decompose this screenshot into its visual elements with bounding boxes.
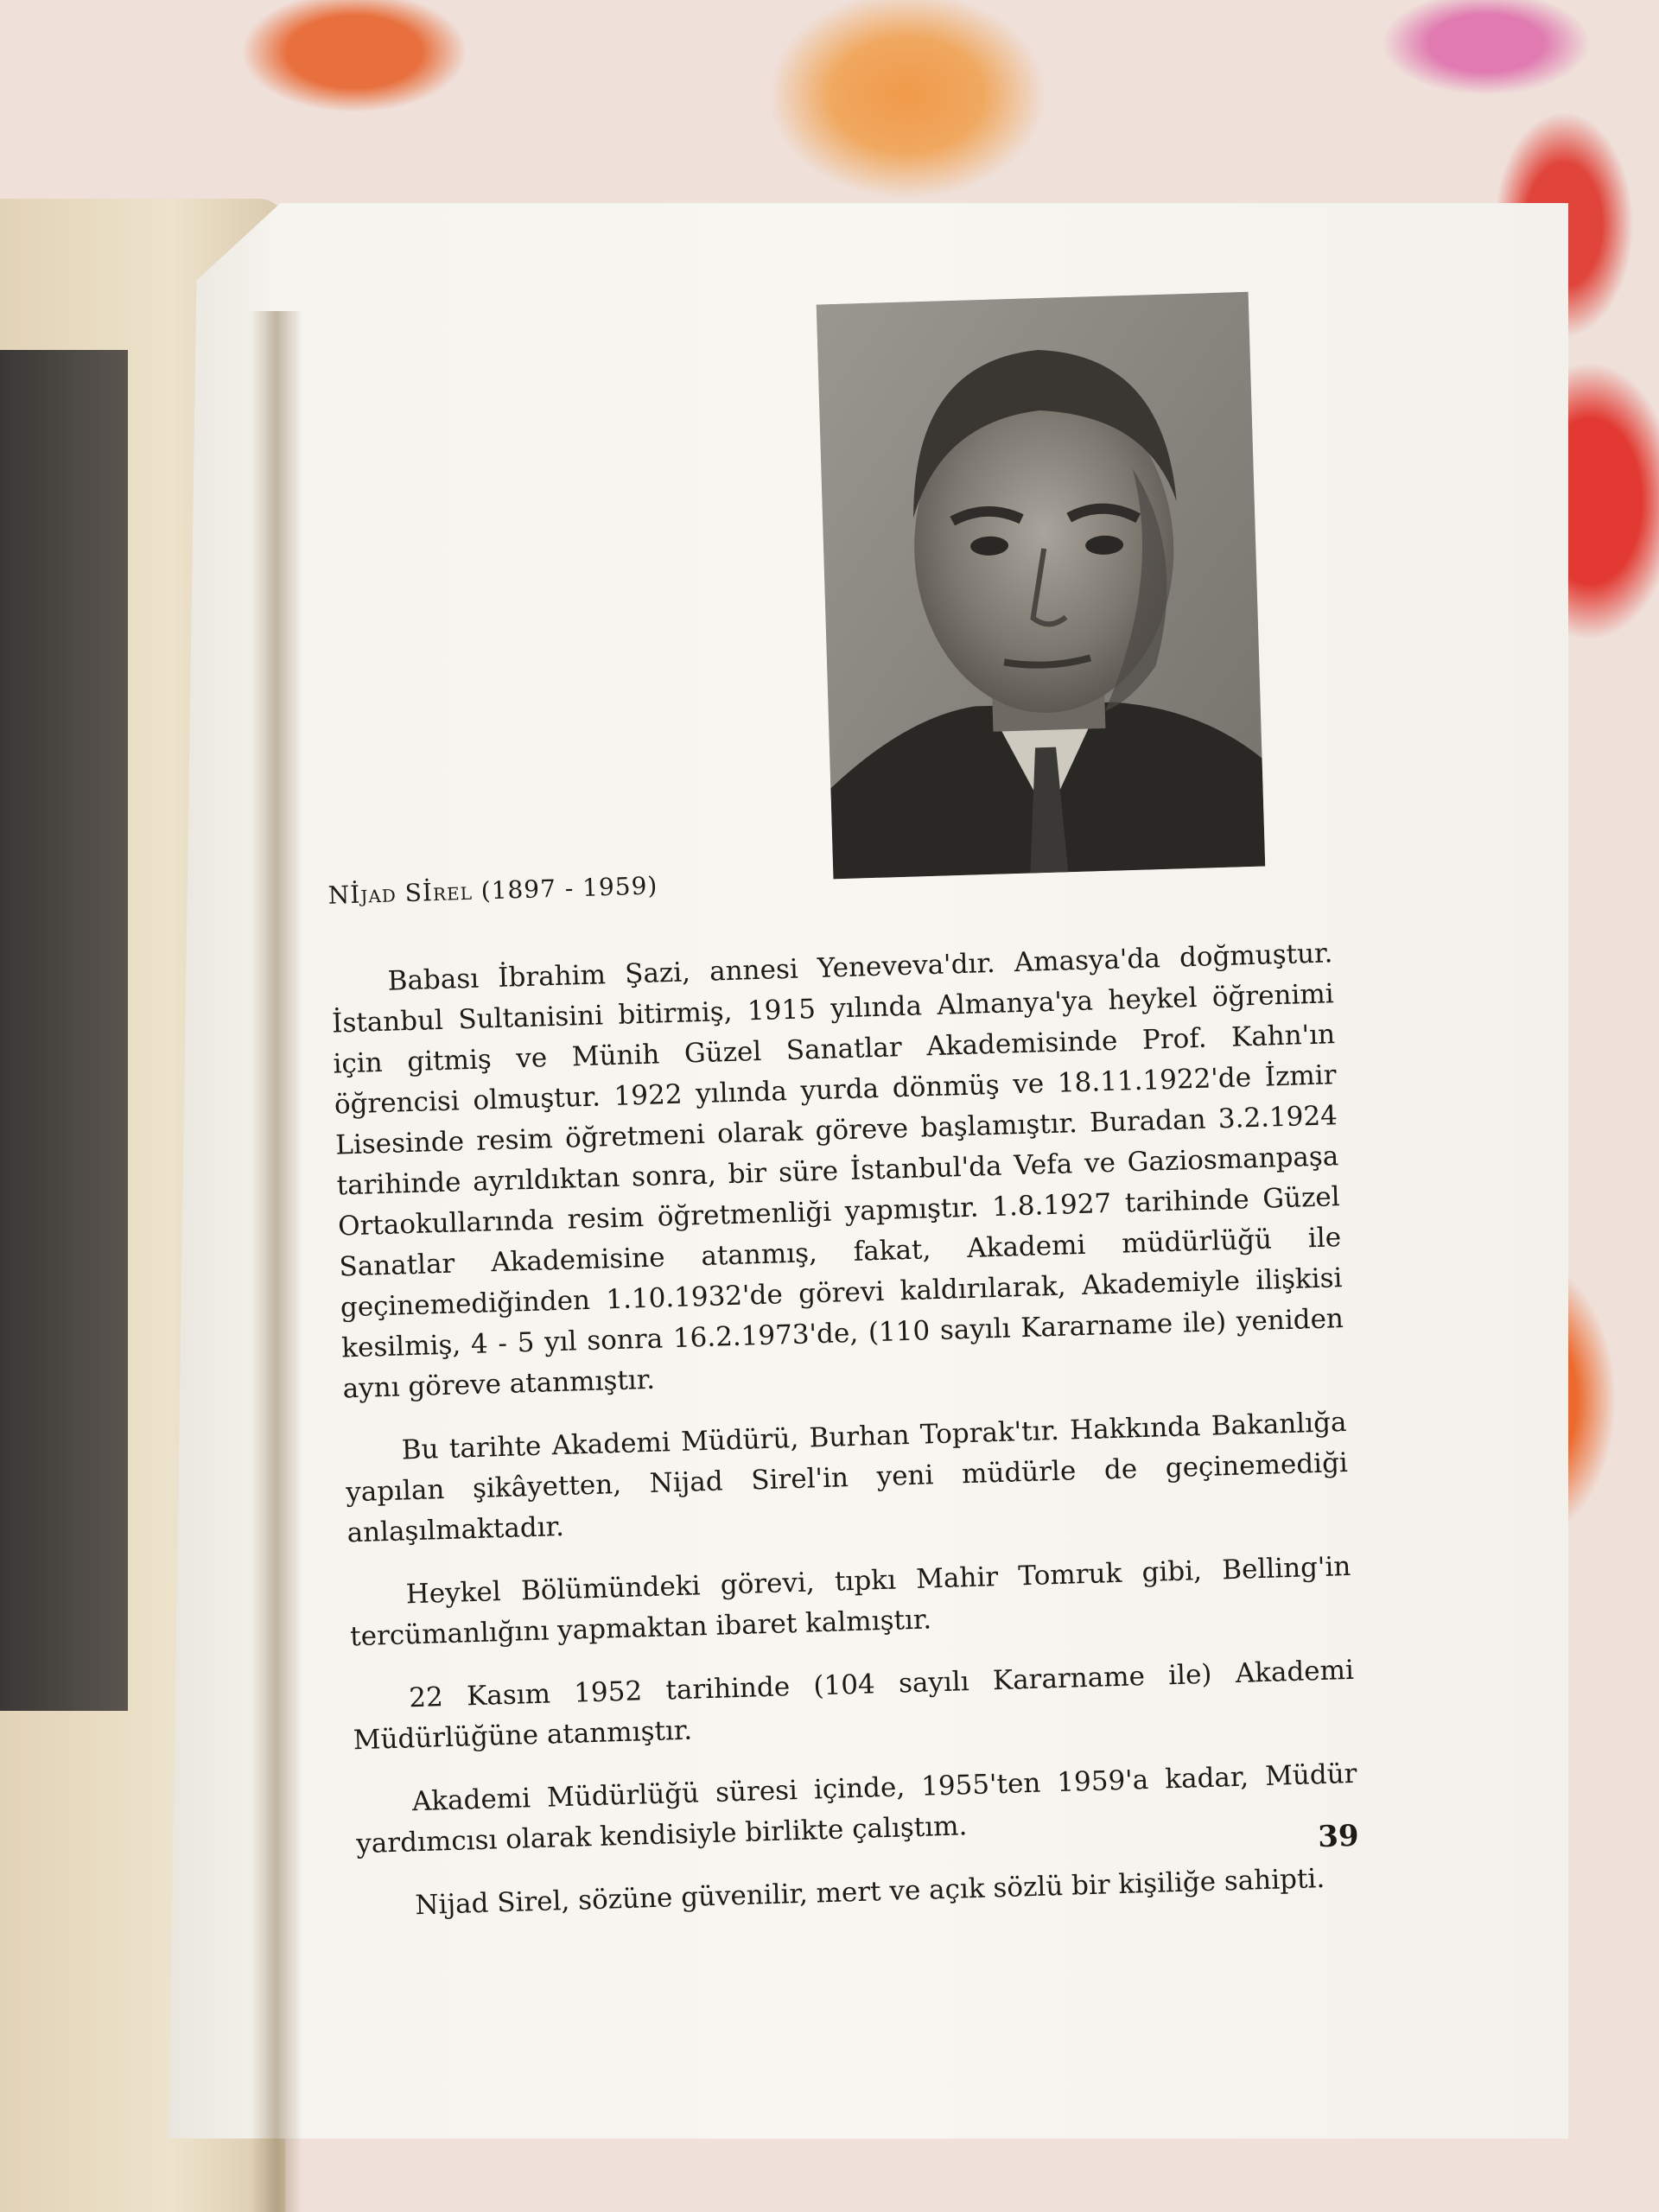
book-gutter [251, 311, 302, 2212]
portrait-illustration [817, 292, 1266, 880]
paragraph: Babası İbrahim Şazi, annesi Yeneveva'dır. Amasya'da doğmuştur. İstanbul Sultanisini bitirmiş, 1915 yılında Almanya'ya heykel öğrenimi için gitmiş ve Münih Güzel Sanatlar Akademisinde Prof. Kahn'ın öğrencisi olmuştur. 1922 yılında yurda dönmüş ve 18.11.1922'de İzmir Lisesinde resim öğretmeni olarak göreve başlamıştır. Buradan 3.2.1924 tarihinde ayrıldıktan sonra, bir süre İstanbul'da Vefa ve Gaziosmanpaşa Ortaokullarında resim öğretmenliği yapmıştır. 1.8.1927 tarihinde Güzel Sanatlar Akademisine atanmış, fakat, Akademi müdürlüğü ile geçinemediğinden 1.10.1932'de görevi kaldırılarak, Akademiyle ilişkisi kesilmiş, 4 - 5 yıl sonra 16.2.1973'de, (110 sayılı Kararname ile) yeniden aynı göreve atanmıştır. [331, 938, 1344, 1405]
paragraph: Bu tarihte Akademi Müdürü, Burhan Toprak'tır. Hakkında Bakanlığa yapılan şikâyetten, Nijad Sirel'in yeni müdürle de geçinemediği anlaşılmaktadır. [345, 1407, 1349, 1549]
heading-years: (1897 - 1959) [480, 871, 658, 906]
paragraph: Akademi Müdürlüğü süresi içinde, 1955'ten 1959'a kadar, Müdür yardımcısı olarak kendisiyle birlikte çalıştım. [355, 1758, 1357, 1860]
paragraph: Heykel Bölümündeki görevi, tıpkı Mahir Tomruk gibi, Belling'in tercümanlığını yapmaktan ibaret kalmıştır. [349, 1550, 1351, 1653]
paragraph: Nijad Sirel, sözüne güvenilir, mert ve açık sözlü bir kişiliğe sahipti. [414, 1862, 1325, 1922]
biography-heading [327, 871, 658, 909]
heading-name: Nİjad Sİrel [327, 876, 474, 910]
paragraph: 22 Kasım 1952 tarihinde (104 sayılı Kararname ile) Akademi Müdürlüğüne atanmıştır. [353, 1654, 1355, 1757]
biography-text [330, 933, 1361, 1950]
left-page-photo [0, 350, 128, 1711]
page-number: 39 [1317, 1818, 1360, 1855]
page-content [311, 289, 1396, 1961]
portrait-photo [817, 292, 1266, 880]
